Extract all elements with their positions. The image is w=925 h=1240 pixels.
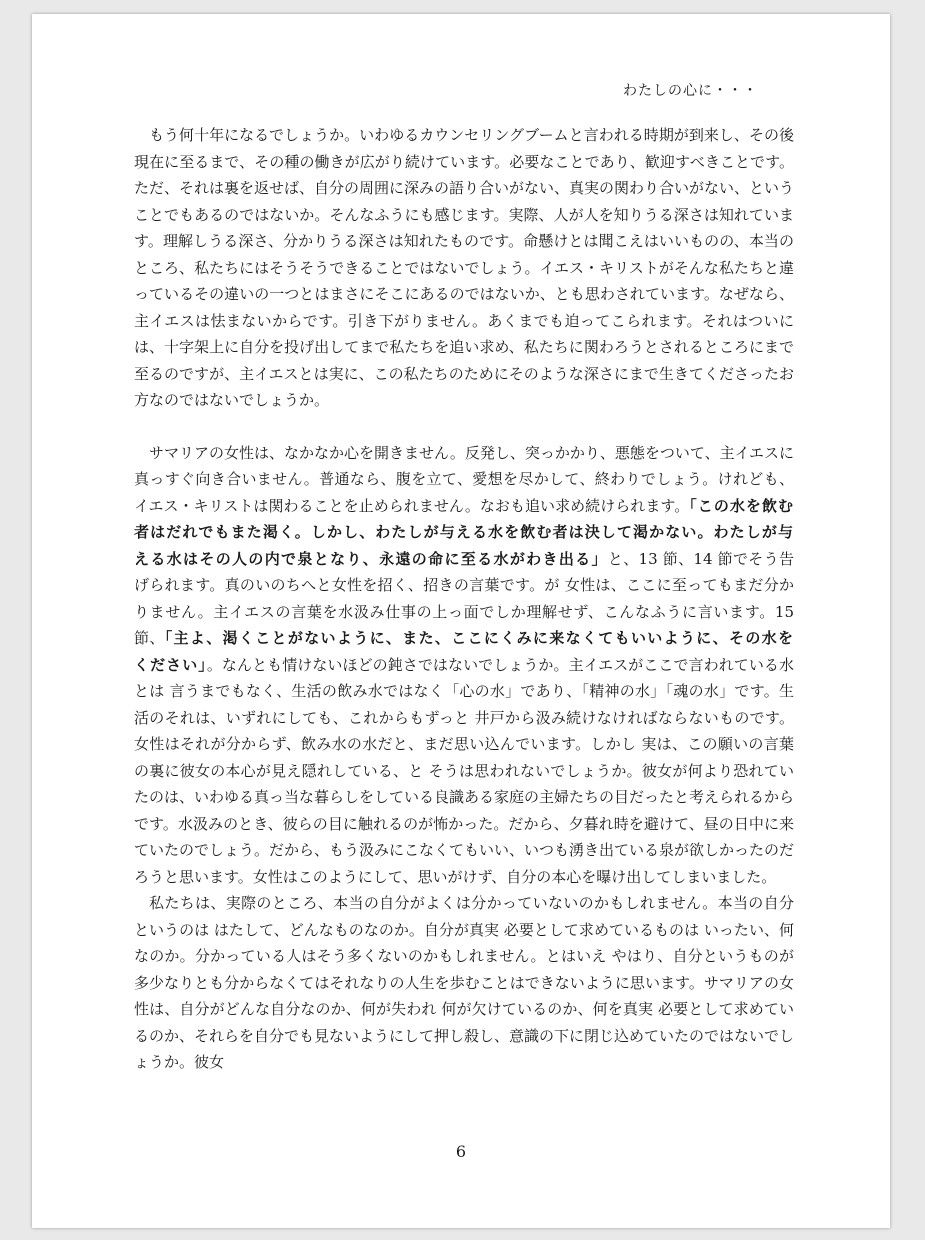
scripture-quote: 「主よ、渇くことがないように、また、ここにくみに来なくてもいいように、その水をください」 xyxy=(134,629,794,674)
document-page xyxy=(32,14,890,1228)
paragraph-text: と、13 節、14 節でそう告げられます。真のいのちへと女性を招く、招きの言葉です。が 女性は、ここに至ってもまだ分かりません。主イエスの言葉を水汲み仕事の上っ面でしか理解せず、こんなふうに言います。15 節、 xyxy=(134,549,794,647)
paragraph-3 xyxy=(134,890,794,1076)
paragraph-text: サマリアの女性は、なかなか心を開きません。反発し、突っかかり、悪態をついて、主イエスに真っすぐ向き合いません。普通なら、腹を立て、愛想を尽かして、終わりでしょう。けれども、イエス・キリストは関わることを止められません。なおも追い求め続けられます。 xyxy=(134,443,795,515)
running-header: わたしの心に・・・ xyxy=(623,83,758,99)
paragraph-text: 私たちは、実際のところ、本当の自分がよくは分かっていないのかもしれません。本当の自分というのは はたして、どんなものなのか。自分が真実 必要として求めているものは いったい、何なのか。分かっている人はそう多くないのかもしれません。とはいえ やはり、自分というものが多少なりとも分からなくてはそれなりの人生を歩むことはできないように思います。サマリアの女性は、自分がどんな自分なのか、何が失われ 何が欠けているのか、何を真実 必要として求めているのか、それらを自分でも見ないようにして押し殺し、意識の下に閉じ込めていたのではないでしょうか。彼女 xyxy=(134,894,795,1071)
paragraph-2 xyxy=(134,440,794,891)
paragraph-1 xyxy=(134,122,794,414)
page-number: 6 xyxy=(455,1142,467,1161)
paragraph-text: もう何十年になるでしょうか。いわゆるカウンセリングブームと言われる時期が到来し、その後現在に至るまで、その種の働きが広がり続けています。必要なことであり、歓迎すべきことです。ただ、それは裏を返せば、自分の周囲に深みの語り合いがない、真実の関わり合いがない、ということでもあるのではないか。そんなふうにも感じます。実際、人が人を知りうる深さは知れています。理解しうる深さ、分かりうる深さは知れたものです。命懸けとは聞こえはいいものの、本当のところ、私たちにはそうそうできることではないでしょう。イエス・キリストがそんな私たちと違っているその違いの一つとはまさにそこにあるのではないか、とも思わされています。なぜなら、主イエスは怯まないからです。引き下がりません。あくまでも迫ってこられます。それはついには、十字架上に自分を投げ出してまで私たちを追い求め、私たちに関わろうとされるところにまで至るのですが、主イエスとは実に、この私たちのためにそのような深さにまで生きてくださったお方なのではないでしょうか。 xyxy=(134,126,795,409)
scripture-quote: 「この水を飲む者はだれでもまた渇く。しかし、わたしが与える水を飲む者は決して渇かない。わたしが与える水はその人の内で泉となり、永遠の命に至る水がわき出る」 xyxy=(134,496,794,568)
paragraph-text: 。なんとも情けないほどの鈍さではないでしょうか。主イエスがここで言われている水とは 言うまでもなく、生活の飲み水ではなく「心の水」であり、「精神の水」「魂の水」です。生活のそれは、いずれにしても、これからもずっと 井戸から汲み続けなければならないものです。女性はそれが分からず、飲み水の水だと、まだ思い込んでいます。しかし 実は、この願いの言葉の裏に彼女の本心が見え隠れしている、と そうは思われないでしょうか。彼女が何より恐れていたのは、いわゆる真っ当な暮らしをしている良識ある家庭の主婦たちの目だったと考えられるからです。水汲みのとき、彼らの目に触れるのが怖かった。だから、夕暮れ時を避けて、昼の日中に来ていたのでしょう。だから、もう汲みにこなくてもいい、いつも湧き出ている泉が欲しかったのだろうと思います。女性はこのようにして、思いがけず、自分の本心を曝け出してしまいました。 xyxy=(134,655,795,886)
body-text xyxy=(134,122,794,1076)
